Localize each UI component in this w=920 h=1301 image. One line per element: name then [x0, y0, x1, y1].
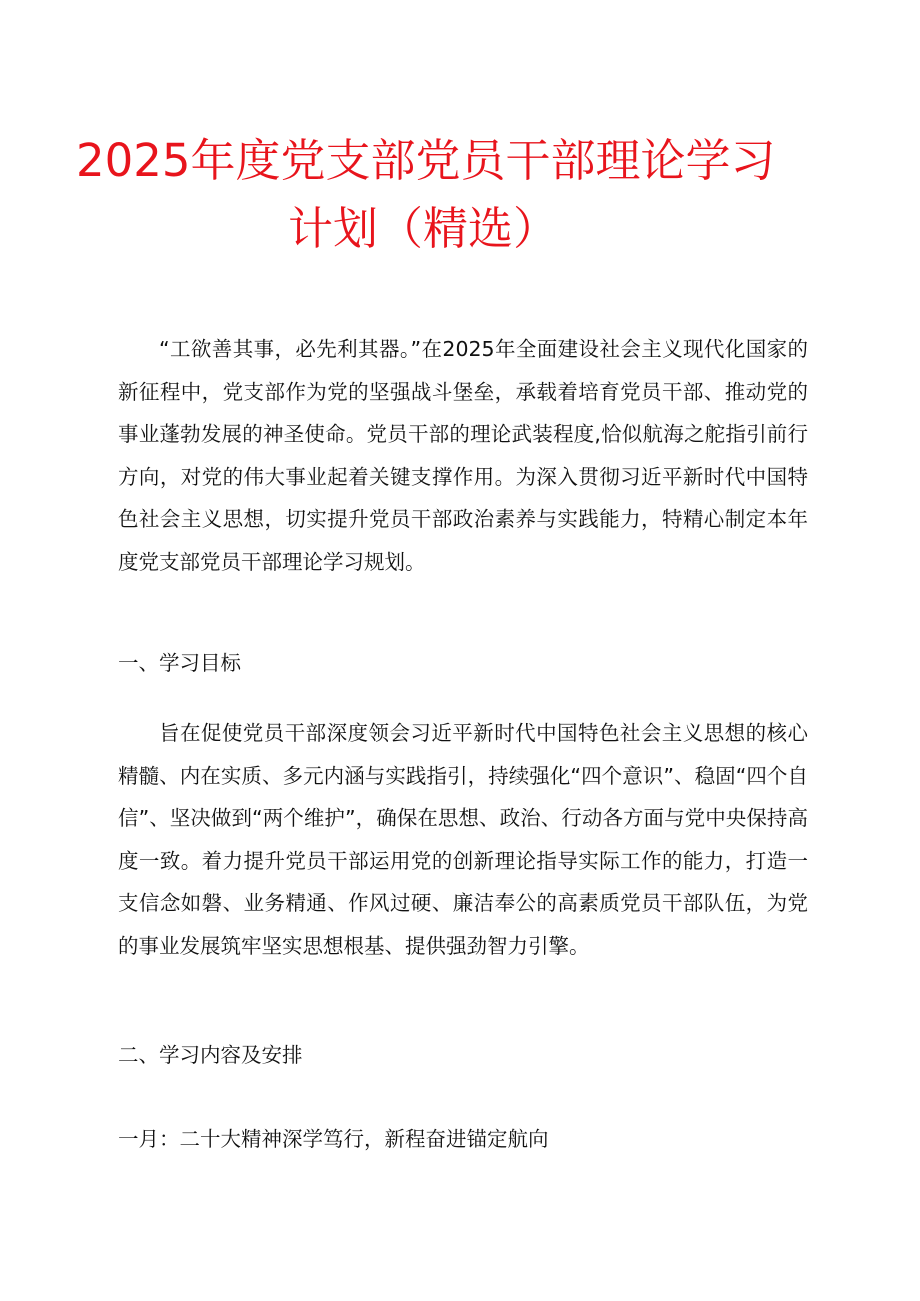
section-heading-goals: 一、学习目标 — [118, 651, 241, 675]
section-heading-content-schedule: 二、学习内容及安排 — [118, 1043, 303, 1067]
document-title-line-1: 2025年度党支部党员干部理论学习 — [76, 134, 776, 187]
goals-paragraph: 旨在促使党员干部深度领会习近平新时代中国特色社会主义思想的核心精髓、内在实质、多元内涵与实践指引，持续强化“四个意识”、稳固“四个自信”、坚决做到“两个维护”，确保在思想、政治、行动各方面与党中央保持高度一致。着力提升党员干部运用党的创新理论指导实际工作的能力，打造一支信念如磐、业务精通、作风过硬、廉洁奉公的高素质党员干部队伍，为党的事业发展筑牢坚实思想根基、提供强劲智力引擎。 — [118, 721, 808, 958]
month-heading-january: 一月：二十大精神深学笃行，新程奋进锚定航向 — [118, 1127, 549, 1151]
document-title-line-2: 计划（精选） — [288, 202, 559, 255]
intro-paragraph: “工欲善其事，必先利其器。”在2025年全面建设社会主义现代化国家的新征程中，党支部作为党的坚强战斗堡垒，承载着培育党员干部、推动党的事业蓬勃发展的神圣使命。党员干部的理论武装程度,恰似航海之舵指引前行方向，对党的伟大事业起着关键支撑作用。为深入贯彻习近平新时代中国特色社会主义思想，切实提升党员干部政治素养与实践能力，特精心制定本年度党支部党员干部理论学习规划。 — [118, 337, 808, 574]
